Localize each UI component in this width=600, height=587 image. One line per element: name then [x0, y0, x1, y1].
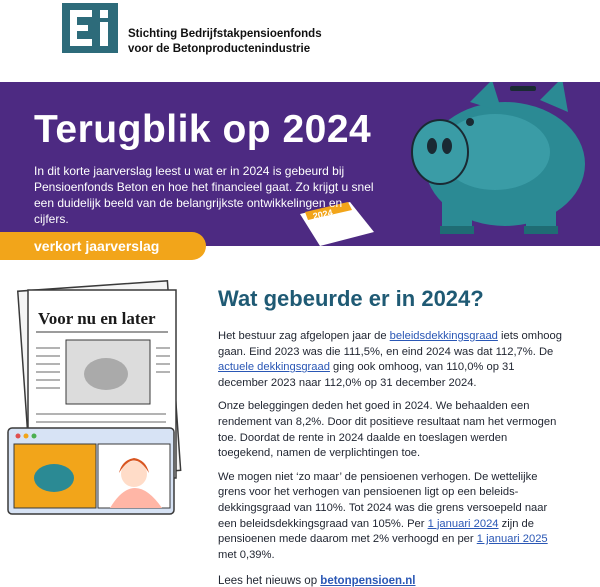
hero-banner: [0, 82, 600, 246]
article: [218, 286, 563, 587]
news-line: [218, 575, 563, 587]
link-1-januari-2024[interactable]: 1 januari 2024: [427, 517, 499, 530]
newspaper-headline: Voor nu en later: [38, 309, 156, 328]
organization-name: [128, 27, 322, 57]
p1-text-b: iets omhoog gaan. Eind 2023 was die 111,5%, en eind 2024 was dat 112,7%. De: [218, 330, 562, 358]
p1-text-c: ging ook omhoog, van 110,0% op 31 december 2023 naar 112,0% op 31 december 2024.: [218, 361, 515, 389]
section-heading: Wat gebeurde er in 2024?: [218, 286, 484, 311]
page-title: Terugblik op 2024: [34, 108, 372, 151]
calendar-year-label: 2024: [311, 207, 334, 222]
report-type-ribbon: [0, 232, 206, 260]
intro-text: In dit korte jaarverslag leest u wat er in 2024 is gebeurd bij Pensioenfonds Beton en hoe het financieel gaat. Zo krijgt u snel een duidelijk beeld van de belangrijkste ontwikkelingen en cijfers.: [34, 164, 374, 226]
ribbon-label: verkort jaarverslag: [34, 238, 160, 254]
p3-text-b: zijn de pensioenen mede daarom met 2% verhoogd en per: [218, 517, 534, 546]
p3-text-a: We mogen niet ‘zo maar’ de pensioenen verhogen. De wettelijke grens voor het verhogen van pensioenen ligt op een beleids-dekkingsgraad van 110%. Tot 2024 was die grens versoepeld naar een beleidsdekkingsgraad van 105%. Per: [218, 470, 548, 530]
paragraph-funding-ratio: [218, 329, 563, 391]
paragraph-pension-increase: [218, 470, 563, 564]
fund-logo: [62, 3, 118, 53]
p1-text-a: Het bestuur zag afgelopen jaar de: [218, 330, 390, 342]
link-actuele-dekkingsgraad[interactable]: actuele dekkingsgraad: [218, 361, 330, 374]
website-link[interactable]: betonpensioen.nl: [320, 575, 416, 587]
link-beleidsdekkingsgraad[interactable]: beleidsdekkingsgraad: [389, 330, 498, 342]
header: [0, 0, 600, 82]
org-line-1: Stichting Bedrijfstakpensioenfonds: [128, 28, 322, 40]
link-1-januari-2025[interactable]: 1 januari 2025: [476, 533, 548, 546]
paragraph-investments: Onze beleggingen deden het goed in 2024. We behaalden een rendement van 8,2%. Door dit positieve resultaat nam het vermogen toe. Doordat de rente in 2024 daalde en toeslagen werden toegekend, namen de verplichtingen toe.: [218, 400, 557, 460]
org-line-2: voor de Betonproductenindustrie: [128, 43, 311, 55]
p3-text-c: met 0,39%.: [218, 548, 275, 561]
news-prefix: Lees het nieuws op: [218, 575, 321, 587]
newspaper-illustration: [6, 278, 216, 518]
